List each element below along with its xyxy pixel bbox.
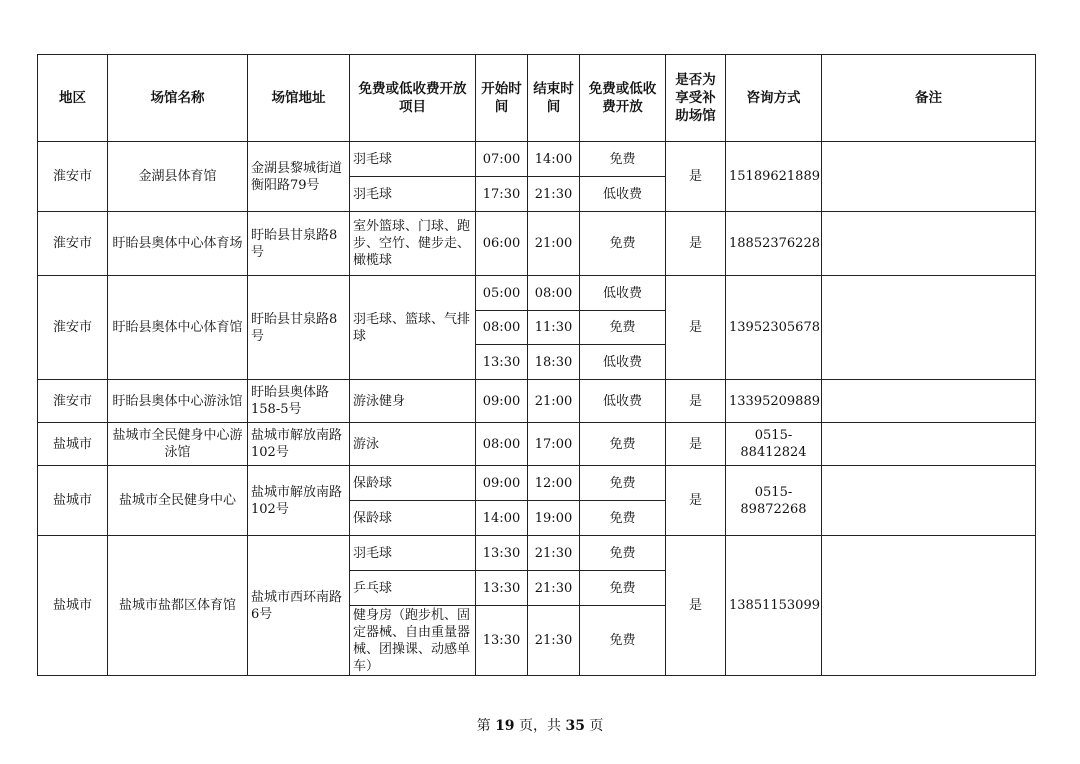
start-time-cell: 13:30 — [476, 536, 528, 571]
venue-name-cell: 盐城市全民健身中心游泳馆 — [108, 423, 248, 466]
footer-middle: 页，共 — [519, 718, 561, 734]
subsidized-cell: 是 — [666, 423, 726, 466]
venue-name-cell: 盱眙县奥体中心体育场 — [108, 212, 248, 276]
venue-name-cell: 金湖县体育馆 — [108, 142, 248, 212]
charge-type-cell: 低收费 — [580, 345, 666, 380]
footer-suffix: 页 — [589, 718, 604, 734]
subsidized-cell: 是 — [666, 380, 726, 423]
subsidized-cell: 是 — [666, 466, 726, 536]
table-row — [38, 423, 1036, 466]
note-cell — [822, 536, 1036, 676]
note-cell — [822, 466, 1036, 536]
charge-type-cell: 免费 — [580, 536, 666, 571]
start-time-cell: 07:00 — [476, 142, 528, 177]
contact-cell: 13395209889 — [726, 380, 822, 423]
charge-type-cell: 免费 — [580, 466, 666, 501]
header-note: 备注 — [822, 55, 1036, 142]
item-cell: 健身房（跑步机、固定器械、自由重量器械、团操课、动感单车） — [350, 606, 476, 676]
contact-cell: 13952305678 — [726, 276, 822, 380]
item-cell: 羽毛球 — [350, 536, 476, 571]
end-time-cell: 21:30 — [528, 606, 580, 676]
header-subsidized: 是否为享受补助场馆 — [666, 55, 726, 142]
start-time-cell: 17:30 — [476, 177, 528, 212]
charge-type-cell: 免费 — [580, 606, 666, 676]
charge-type-cell: 免费 — [580, 423, 666, 466]
item-cell: 羽毛球 — [350, 177, 476, 212]
contact-cell: 18852376228 — [726, 212, 822, 276]
start-time-cell: 13:30 — [476, 606, 528, 676]
venue-name-cell: 盐城市全民健身中心 — [108, 466, 248, 536]
region-cell: 淮安市 — [38, 276, 108, 380]
venue-name-cell: 盱眙县奥体中心体育馆 — [108, 276, 248, 380]
table-header-row — [38, 55, 1036, 142]
charge-type-cell: 免费 — [580, 311, 666, 345]
header-charge-type: 免费或低收费开放 — [580, 55, 666, 142]
venue-name-cell: 盐城市盐都区体育馆 — [108, 536, 248, 676]
header-contact: 咨询方式 — [726, 55, 822, 142]
total-page-number: 35 — [565, 718, 585, 734]
start-time-cell: 13:30 — [476, 571, 528, 606]
start-time-cell: 08:00 — [476, 423, 528, 466]
end-time-cell: 18:30 — [528, 345, 580, 380]
header-region: 地区 — [38, 55, 108, 142]
subsidized-cell: 是 — [666, 276, 726, 380]
charge-type-cell: 免费 — [580, 501, 666, 536]
charge-type-cell: 低收费 — [580, 380, 666, 423]
end-time-cell: 11:30 — [528, 311, 580, 345]
venue-address-cell: 金湖县黎城街道衡阳路79号 — [248, 142, 350, 212]
contact-cell: 15189621889 — [726, 142, 822, 212]
page-footer — [0, 715, 1080, 735]
end-time-cell: 21:30 — [528, 571, 580, 606]
note-cell — [822, 212, 1036, 276]
start-time-cell: 06:00 — [476, 212, 528, 276]
end-time-cell: 21:00 — [528, 380, 580, 423]
table-row — [38, 380, 1036, 423]
item-cell: 乒乓球 — [350, 571, 476, 606]
table-row — [38, 276, 1036, 311]
table-row — [38, 536, 1036, 571]
venue-address-cell: 盐城市西环南路6号 — [248, 536, 350, 676]
subsidized-cell: 是 — [666, 142, 726, 212]
charge-type-cell: 低收费 — [580, 177, 666, 212]
contact-cell: 0515-88412824 — [726, 423, 822, 466]
venue-address-cell: 盐城市解放南路102号 — [248, 423, 350, 466]
subsidized-cell: 是 — [666, 212, 726, 276]
start-time-cell: 09:00 — [476, 466, 528, 501]
charge-type-cell: 免费 — [580, 571, 666, 606]
footer-prefix: 第 — [476, 718, 491, 734]
venue-name-cell: 盱眙县奥体中心游泳馆 — [108, 380, 248, 423]
end-time-cell: 08:00 — [528, 276, 580, 311]
contact-cell: 0515-89872268 — [726, 466, 822, 536]
end-time-cell: 12:00 — [528, 466, 580, 501]
item-cell: 游泳健身 — [350, 380, 476, 423]
start-time-cell: 08:00 — [476, 311, 528, 345]
venue-address-cell: 盐城市解放南路102号 — [248, 466, 350, 536]
note-cell — [822, 276, 1036, 380]
venue-table — [37, 54, 1036, 676]
item-cell: 羽毛球 — [350, 142, 476, 177]
item-cell: 保龄球 — [350, 501, 476, 536]
end-time-cell: 19:00 — [528, 501, 580, 536]
region-cell: 淮安市 — [38, 380, 108, 423]
header-start-time: 开始时间 — [476, 55, 528, 142]
item-cell: 保龄球 — [350, 466, 476, 501]
end-time-cell: 21:30 — [528, 536, 580, 571]
charge-type-cell: 免费 — [580, 142, 666, 177]
start-time-cell: 05:00 — [476, 276, 528, 311]
header-venue-name: 场馆名称 — [108, 55, 248, 142]
venue-address-cell: 盱眙县奥体路158-5号 — [248, 380, 350, 423]
table-row — [38, 466, 1036, 501]
start-time-cell: 09:00 — [476, 380, 528, 423]
charge-type-cell: 低收费 — [580, 276, 666, 311]
header-venue-address: 场馆地址 — [248, 55, 350, 142]
start-time-cell: 13:30 — [476, 345, 528, 380]
header-items: 免费或低收费开放项目 — [350, 55, 476, 142]
region-cell: 盐城市 — [38, 423, 108, 466]
venue-address-cell: 盱眙县甘泉路8号 — [248, 212, 350, 276]
venue-address-cell: 盱眙县甘泉路8号 — [248, 276, 350, 380]
subsidized-cell: 是 — [666, 536, 726, 676]
table-row — [38, 142, 1036, 177]
header-end-time: 结束时间 — [528, 55, 580, 142]
region-cell: 盐城市 — [38, 536, 108, 676]
start-time-cell: 14:00 — [476, 501, 528, 536]
table-row — [38, 212, 1036, 276]
end-time-cell: 21:30 — [528, 177, 580, 212]
note-cell — [822, 423, 1036, 466]
note-cell — [822, 380, 1036, 423]
region-cell: 盐城市 — [38, 466, 108, 536]
note-cell — [822, 142, 1036, 212]
contact-cell: 13851153099 — [726, 536, 822, 676]
item-cell: 羽毛球、篮球、气排球 — [350, 276, 476, 380]
current-page-number: 19 — [495, 718, 515, 734]
end-time-cell: 17:00 — [528, 423, 580, 466]
region-cell: 淮安市 — [38, 212, 108, 276]
item-cell: 游泳 — [350, 423, 476, 466]
region-cell: 淮安市 — [38, 142, 108, 212]
end-time-cell: 14:00 — [528, 142, 580, 177]
item-cell: 室外篮球、门球、跑步、空竹、健步走、橄榄球 — [350, 212, 476, 276]
charge-type-cell: 免费 — [580, 212, 666, 276]
end-time-cell: 21:00 — [528, 212, 580, 276]
